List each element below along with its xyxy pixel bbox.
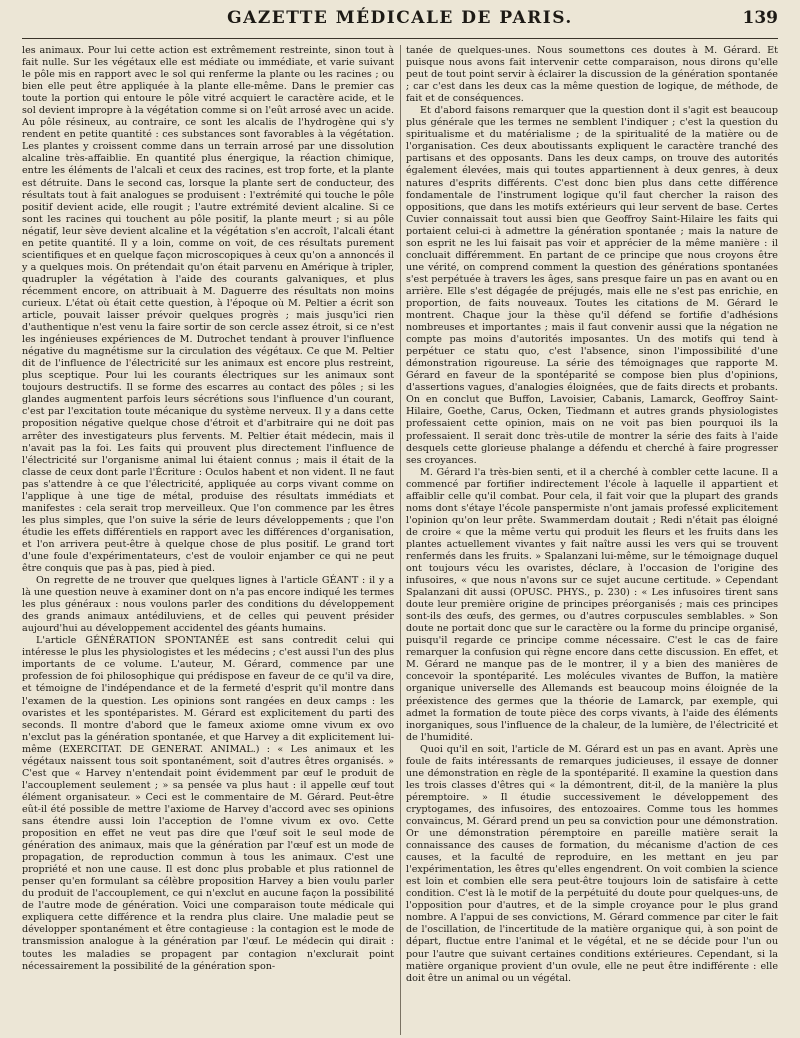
right-column	[406, 45, 778, 1035]
page-number: 139	[742, 8, 778, 28]
paragraph: M. Gérard l'a très-bien senti, et il a cherché à combler cette lacune. Il a commencé par fortifier indirectement l'école à laquelle il appartient et affaiblir celle qu'il combat. Pour cela, il fait voir que la plupart des grands noms dont s'étaye l'école panspermiste n'ont jamais professé explicitement l'opinion qu'on leur prête. Swammerdam doutait ; Redi n'était pas éloigné de croire « que la même vertu qui produit les fleurs et les fruits dans les plantes actuellement vivantes y fait naître aussi les vers qui se trouvent renfermés dans les fruits. » Spalanzani lui-même, sur le témoignage duquel ont toujours vécu les ovaristes, déclare, à l'occasion de l'origine des infusoires, « que nous n'avons sur ce sujet aucune certitude. » Cependant Spalanzani dit aussi (OPUSC. PHYS., p. 230) : « Les infusoires tirent sans doute leur première origine de principes préorganisés ; mais ces principes sont-ils des œufs, des germes, ou d'autres corpuscules semblables. » Son doute ne portait donc que sur le caractère ou la forme du principe organisé, puisqu'il regarde ce principe comme nécessaire. C'est le cas de faire remarquer la confusion qui règne encore dans cette discussion. En effet, et M. Gérard ne manque pas de le montrer, il y a bien des manières de concevoir la spontéparité. Les molécules vivantes de Buffon, la matière organique universelle des Allemands est beaucoup moins éloignée de la préexistence des germes que la théorie de Lamarck, par exemple, qui admet la formation de toute pièce des corps vivants, à l'aide des éléments inorganiques, sous l'influence de la chaleur, de la lumière, de l'électricité et de l'humidité.	[406, 466, 778, 743]
paragraph: tanée de quelques-unes. Nous soumettons ces doutes à M. Gérard. Et puisque nous avons fait intervenir cette comparaison, nous dirons qu'elle peut de tout point servir à éclairer la discussion de la génération spontanée ; car c'est dans les deux cas la même question de logique, de méthode, de fait et de conséquences.	[406, 45, 778, 105]
column-divider	[400, 45, 401, 1035]
masthead	[22, 8, 778, 39]
paragraph: Quoi qu'il en soit, l'article de M. Gérard est un pas en avant. Après une foule de faits intéressants de remarques judicieuses, il essaye de donner une démonstration en règle de la spontéparité. Il examine la question dans les trois classes d'êtres qui « la démontrent, dit-il, de la manière la plus péremptoire. » Il étudie successivement le développement des cryptogames, des infusoires, des entozoaires. Comme tous les hommes convaincus, M. Gérard prend un peu sa conviction pour une démonstration. Or une démonstration péremptoire en pareille matière serait la connaissance des causes de formation, du mécanisme d'action de ces causes, et la faculté de reproduire, en les mettant en jeu par l'expérimentation, les êtres qu'elles engendrent. On voit combien la science est loin et combien elle sera peut-être toujours loin de satisfaire à cette condition. C'est là le motif de la perpétuité du doute pour quelques-uns, de l'opposition pour d'autres, et de la simple croyance pour le plus grand nombre. A l'appui de ses convictions, M. Gérard commence par citer le fait de l'oscillation, de l'incertitude de la matière organique qui, à son point de départ, fluctue entre l'animal et le végétal, et ne se décide pour l'un ou pour l'autre que suivant certaines conditions extérieures. Cependant, si la matière organique provient d'un ovule, elle ne peut être indifférente : elle doit être un animal ou un végétal.	[406, 743, 778, 984]
text-columns	[22, 45, 778, 1035]
paragraph: les animaux. Pour lui cette action est extrêmement restreinte, sinon tout à fait nulle. Sur les végétaux elle est médiate ou immédiate, et varie suivant le pôle mis en rapport avec le sol qui renferme la plante ou les racines ; ou bien elle peut être appliquée à la plante elle-même. Dans le premier cas toute la portion qui entoure le pôle vitré acquiert le caractère acide, et le sol devient impropre à la végétation comme si on l'eût arrosé avec un acide. Au pôle résineux, au contraire, ce sont les alcalis de l'hydrogène qui s'y rendent en petite quantité : ces substances sont favorables à la végétation. Les plantes y croissent comme dans un terrain arrosé par une dissolution alcaline très-affaiblie. En quantité plus énergique, la réaction chimique, entre les éléments de l'alcali et ceux des racines, est trop forte, et la plante est détruite. Dans le second cas, lorsque la plante sert de conducteur, des résultats tout à fait analogues se produisent : l'extrémité qui touche le pôle positif devient acide, elle rougit ; l'autre extrémité devient alcaline. Si ce sont les racines qui touchent au pôle positif, la plante meurt ; si au pôle négatif, leur sève devient alcaline et la végétation s'en accroît, l'alcali étant en petite quantité. Il y a loin, comme on voit, de ces résultats purement scientifiques et en quelque façon microscopiques à ceux qu'on a annoncés il y a quelques mois. On prétendait qu'on était parvenu en Amérique à tripler, quadrupler la végétation à l'aide des courants galvaniques, et plus récemment encore, on attribuait à M. Daguerre des résultats non moins curieux. L'état où était cette question, à l'époque où M. Peltier a écrit son article, pouvait laisser prévoir quelques progrès ; mais jusqu'ici rien d'authentique n'est venu la faire sortir de son cercle assez étroit, si ce n'est les ingénieuses expériences de M. Dutrochet tendant à prouver l'influence négative du magnétisme sur la circulation des végétaux. Ce que M. Peltier dit de l'influence de l'électricité sur les animaux est encore plus restreint, plus sceptique. Pour lui les courants électriques sur les animaux sont toujours destructifs. Il se forme des escarres au contact des pôles ; si les glandes augmentent parfois leurs sécrétions sous l'influence d'un courant, c'est par l'excitation toute mécanique du système nerveux. Il y a dans cette proposition négative quelque chose d'étroit et d'arbitraire qui ne doit pas arrêter des investigateurs plus fervents. M. Peltier était médecin, mais il n'avait pas la foi. Les faits qui prouvent plus directement l'influence de l'électricité sur l'organisme animal lui étaient connus ; mais il était de la classe de ceux dont parle l'Écriture : Oculos habent et non vident. Il ne faut pas s'attendre à ce que l'électricité, appliquée au corps vivant comme on l'applique à une tige de métal, produise des résultats immédiats et manifestes : cela serait trop merveilleux. Que l'on commence par les êtres les plus simples, que l'on suive la série de leurs développements ; que l'on étudie les effets différentiels en rapport avec les différences d'organisation, et l'on arrivera peut-être à quelque chose de plus positif. Le grand tort d'une foule d'expérimentateurs, c'est de vouloir enjamber ce qui ne peut être conquis que pas à pas, pied à pied.	[22, 45, 394, 575]
paragraph: Et d'abord faisons remarquer que la question dont il s'agit est beaucoup plus générale que les termes ne semblent l'indiquer ; c'est la question du spiritualisme et du matérialisme ; de la spiritualité de la matière ou de l'organisation. Ces deux aboutissants expliquent le caractère tranché des partisans et des opposants. Dans les deux camps, on trouve des autorités également élevées, mais qui toutes appartiennent à deux genres, à deux natures d'esprits différents. C'est donc bien plus dans cette différence fondamentale de l'instrument logique qu'il faut chercher la raison des oppositions, que dans les motifs extérieurs qui leur servent de base. Certes Cuvier connaissait tout aussi bien que Geoffroy Saint-Hilaire les faits qui portaient celui-ci à admettre la génération spontanée ; mais la nature de son esprit ne les lui faisait pas voir et apprécier de la même manière : il concluait différemment. En partant de ce principe que nous croyons être une vérité, on comprend comment la question des générations spontanées s'est perpétuée à travers les âges, sans presque faire un pas en avant ou en arrière. Elle s'est dégagée de préjugés, mais elle ne s'est pas enrichie, en proportion, de faits nouveaux. Toutes les citations de M. Gérard le montrent. Chaque jour la thèse qu'il défend se fortifie d'adhésions nombreuses et importantes ; mais il faut convenir aussi que la négation ne compte pas moins d'autorités imposantes. Un des motifs qui tend à perpétuer ce statu quo, c'est l'absence, sinon l'impossibilité d'une démonstration rigoureuse. La série des témoignages que rapporte M. Gérard en faveur de la spontéparité se compose bien plus d'opinions, d'assertions vagues, d'analogies éloignées, que de faits directs et probants. On en conclut que Buffon, Lavoisier, Cabanis, Lamarck, Geoffroy Saint-Hilaire, Goethe, Carus, Ocken, Tiedmann et autres grands physiologistes professaient cette opinion, mais on ne voit pas bien pourquoi ils la professaient. Il serait donc très-utile de montrer la série des faits à l'aide desquels cette glorieuse phalange a défendu et cherché à faire progresser ses croyances.	[406, 105, 778, 466]
paragraph: On regrette de ne trouver que quelques lignes à l'article GÉANT : il y a là une question neuve à examiner dont on n'a pas encore indiqué les termes les plus généraux : nous voulons parler des conditions du développement des grands animaux antédiluviens, et de celles qui peuvent présider aujourd'hui au développement accidentel des géants humains.	[22, 575, 394, 635]
publication-title: GAZETTE MÉDICALE DE PARIS.	[227, 8, 573, 28]
left-column	[22, 45, 394, 1035]
paragraph: L'article GÉNÉRATION SPONTANÉE est sans contredit celui qui intéresse le plus les physiologistes et les médecins ; c'est aussi l'un des plus importants de ce volume. L'auteur, M. Gérard, commence par une profession de foi philosophique qui prédispose en faveur de ce qu'il va dire, et témoigne de l'indépendance et de la fermeté d'esprit qu'il montre dans l'examen de la question. Les opinions sont rangées en deux camps : les ovaristes et les spontéparistes. M. Gérard est explicitement du parti des seconds. Il montre d'abord que le fameux axiome omne vivum ex ovo n'exclut pas la génération spontanée, et que Harvey a dit explicitement lui-même (EXERCITAT. DE GENERAT. ANIMAL.) : « Les animaux et les végétaux naissent tous soit spontanément, soit d'autres êtres organisés. » C'est que « Harvey n'entendait point évidemment par œuf le produit de l'accouplement seulement ; » sa pensée va plus haut : il appelle œuf tout élément organisateur. » Ceci est le commentaire de M. Gérard. Peut-être eût-il été possible de mettre l'axiome de Harvey d'accord avec ses opinions sans étendre aussi loin l'acception de l'omne vivum ex ovo. Cette proposition en effet ne veut pas dire que l'œuf soit le seul mode de génération des animaux, mais que la génération par l'œuf est un mode de propagation, de reproduction commun à tous les animaux. C'est une propriété et non une cause. Il est donc plus probable et plus rationnel de penser qu'en formulant sa célèbre proposition Harvey a bien voulu parler du produit de l'accouplement, ce qui n'exclut en aucune façon la possibilité de l'autre mode de génération. Voici une comparaison toute médicale qui expliquera cette différence et la rendra plus claire. Une maladie peut se développer spontanément et être contagieuse : la contagion est le mode de transmission analogue à la génération par l'œuf. Le médecin qui dirait : toutes les maladies se propagent par contagion n'exclurait point nécessairement la possibilité de la génération spon-	[22, 635, 394, 972]
